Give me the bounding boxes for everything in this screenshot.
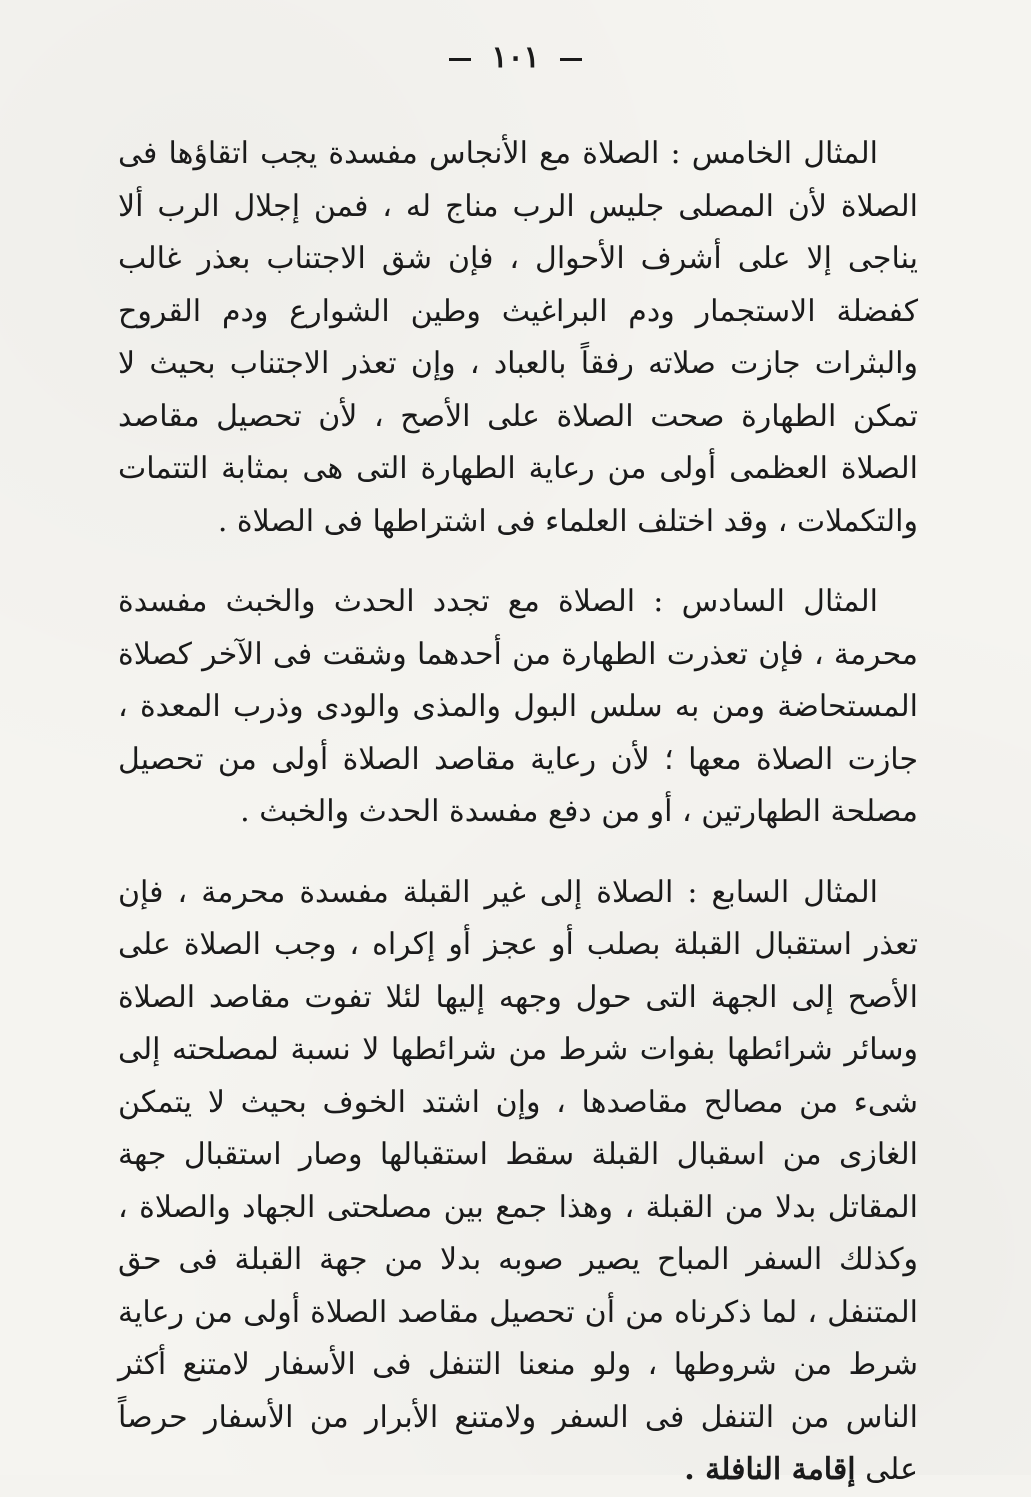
body-text <box>118 128 918 1497</box>
paragraph-fifth-example: المثال الخامس : الصلاة مع الأنجاس مفسدة يجب اتقاؤها فى الصلاة لأن المصلى جليس الرب مناج له ، فمن إجلال الرب ألا يناجى إلا على أشرف الأحوال ، فإن شق الاجتناب بعذر غالب كفضلة الاستجمار ودم البراغيث وطين الشوارع ودم القروح والبثرات جازت صلاته رفقاً بالعباد ، وإن تعذر الاجتناب بحيث لا تمكن الطهارة صحت الصلاة على الأصح ، لأن تحصيل مقاصد الصلاة العظمى أولى من رعاية الطهارة التى هى بمثابة التتمات والتكملات ، وقد اختلف العلماء فى اشتراطها فى الصلاة . <box>118 136 918 539</box>
paragraph-seventh-example <box>118 867 918 1497</box>
paragraph-seventh-example-body: المثال السابع : الصلاة إلى غير القبلة مفسدة محرمة ، فإن تعذر استقبال القبلة بصلب أو عجز أو إكراه ، وجب الصلاة على الأصح إلى الجهة التى حول وجهه إليها لئلا تفوت مقاصد الصلاة وسائر شرائطها بفوات شرط من شرائطها لا نسبة لمصلحته إلى شىء من مصالح مقاصدها ، وإن اشتد الخوف بحيث لا يتمكن الغازى من اسقبال القبلة سقط استقبالها وصار استقبال جهة المقاتل بدلا من القبلة ، وهذا جمع بين مصلحتى الجهاد والصلاة ، وكذلك السفر المباح يصير صوبه بدلا من جهة القبلة فى حق المتنفل ، لما ذكرناه من أن تحصيل مقاصد الصلاة أولى من رعاية شرط من شروطها ، ولو منعنا التنفل فى الأسفار لامتنع أكثر الناس من التنفل فى السفر ولامتنع الأبرار من الأسفار حرصاً على <box>118 874 919 1487</box>
page-number-dash-right <box>560 58 582 61</box>
paragraph-sixth-example: المثال السادس : الصلاة مع تجدد الحدث والخبث مفسدة محرمة ، فإن تعذرت الطهارة من أحدهما وشقت فى الآخر كصلاة المستحاضة ومن به سلس البول والمذى والودى وذرب المعدة ، جازت الصلاة معها ؛ لأن رعاية مقاصد الصلاة أولى من تحصيل مصلحة الطهارتين ، أو من دفع مفسدة الحدث والخبث . <box>118 584 918 829</box>
paragraph-seventh-example-ending: إقامة النافلة . <box>684 1452 856 1487</box>
page-number-dash-left <box>449 58 471 61</box>
page-number <box>0 40 1031 75</box>
page-number-value: ١٠١ <box>491 40 540 75</box>
